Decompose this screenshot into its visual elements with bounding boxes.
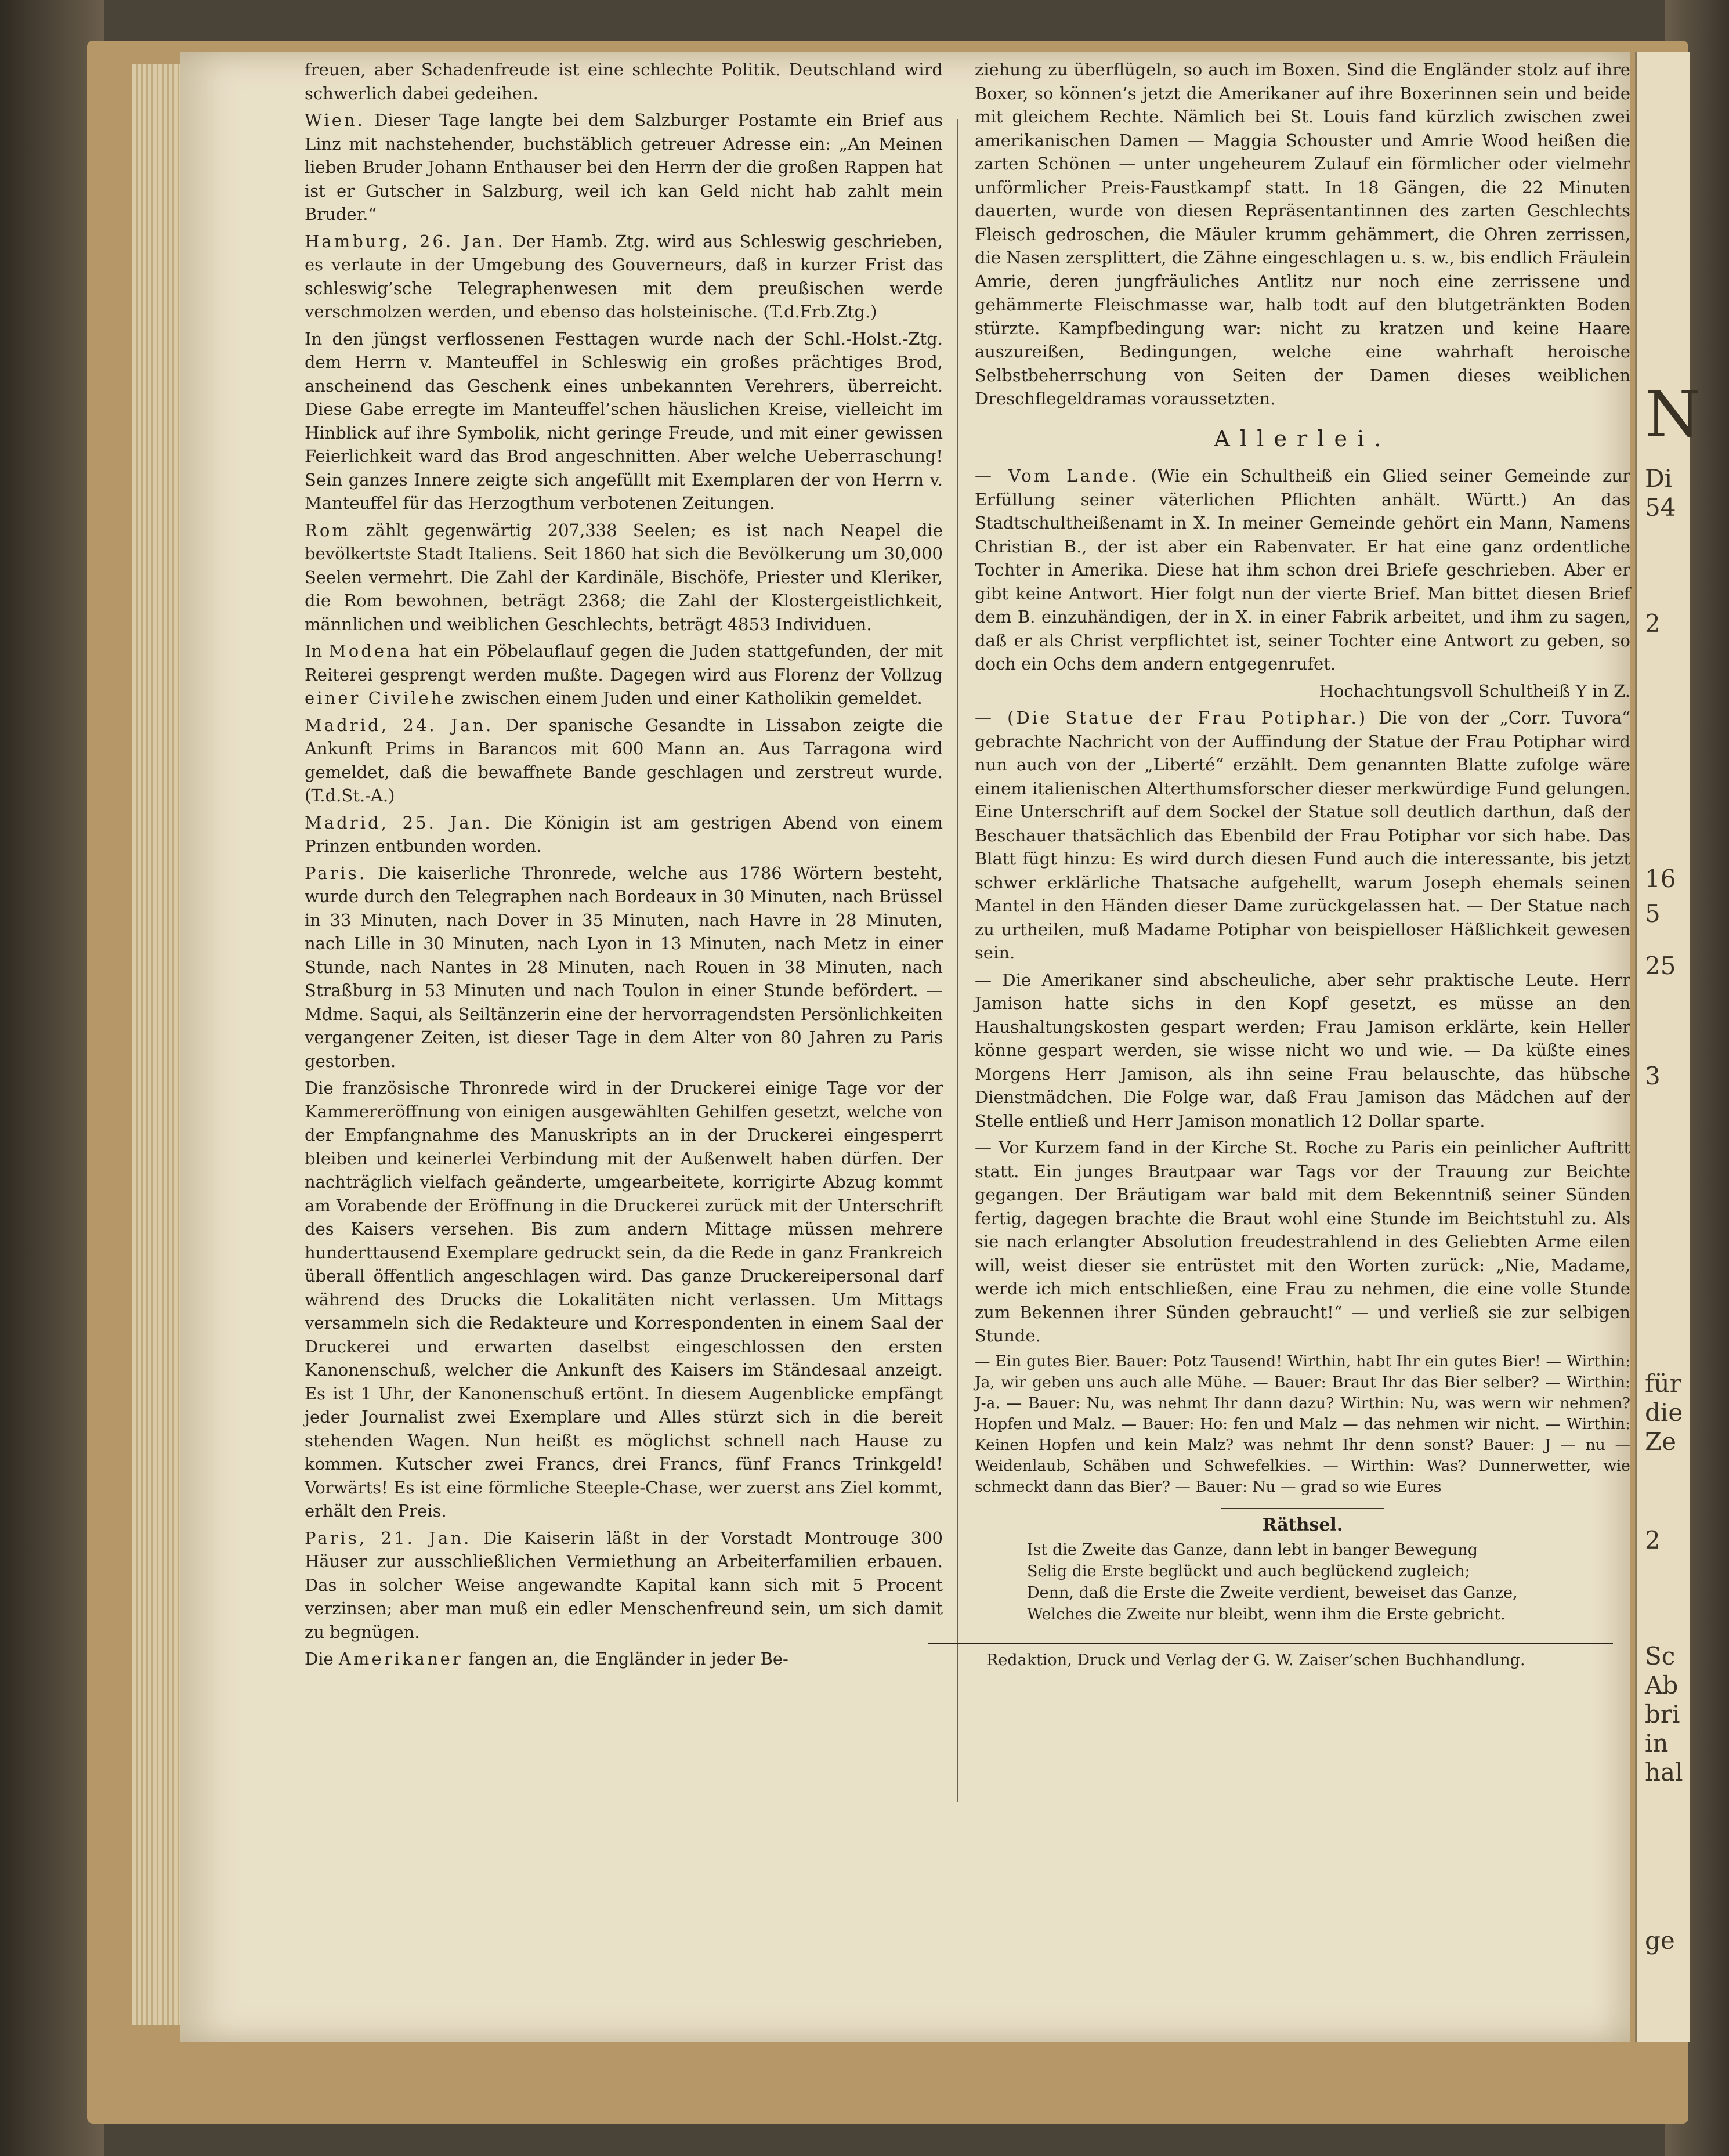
riddle-line: Denn, daß die Erste die Zweite verdient, beweiset das Ganze,: [1027, 1584, 1518, 1602]
article-paragraph: [975, 706, 1630, 965]
article-text: Die Königin ist am gestrigen Abend von einem Prinzen entbunden worden.: [305, 812, 943, 856]
article-text: fangen an, die Engländer in jeder Be-: [468, 1649, 788, 1669]
next-page-fragment: die: [1645, 1398, 1683, 1427]
page-edges: [132, 64, 185, 2025]
next-page-fragment: für: [1645, 1369, 1681, 1398]
article-text: zählt gegenwärtig 207,338 Seelen; es ist nach Neapel die bevölkertste Stadt Italiens. Seit 1860 hat sich die Bevölkerung um 30,000 Seelen vermehrt. Die Zahl der Kardinäle, Bischöfe, Priester und Kleriker, die Rom bewohnen, beträgt 2368; die Zahl der Klostergeistlichkeit, männlichen und weiblichen Geschlechts, beträgt 4853 Individuen.: [305, 520, 943, 634]
article-paragraph: [305, 230, 943, 324]
article-paragraph: [305, 1526, 943, 1644]
article-paragraph: [305, 639, 943, 710]
riddle: [975, 1539, 1630, 1625]
right-column: [975, 58, 1630, 1673]
article-text: Die kaiserliche Thronrede, welche aus 1786 Wörtern besteht, wurde durch den Telegraphen nach Bordeaux in 30 Minuten, nach Brüssel in 33 Minuten, nach Dover in 35 Minuten, nach Havre in 28 Minuten, nach Lille in 30 Minuten, nach Lyon in 13 Minuten, nach Metz in einer Stunde, nach Nantes in 28 Minuten, nach Rouen in 38 Minuten, nach Straßburg in 53 Minuten und nach Toulon in einer Stunde befördert. — Mdme. Saqui, als Seiltänzerin eine der hervorragendsten Persönlichkeiten vergangener Zeiten, ist dieser Tage in dem Alter von 80 Jahren zu Paris gestorben.: [305, 863, 943, 1071]
next-page-fragment: Ze: [1645, 1427, 1677, 1456]
next-page-fragment: Ab: [1645, 1671, 1679, 1699]
next-page-fragment: in: [1645, 1729, 1669, 1757]
dateline: Madrid, 25. Jan.: [305, 812, 493, 833]
article-paragraph: [305, 1647, 943, 1671]
dateline: Paris, 21. Jan.: [305, 1528, 472, 1548]
next-page-fragment: N: [1645, 377, 1701, 451]
article-paragraph: freuen, aber Schadenfreude ist eine schlechte Politik. Deutschland wird schwerlich dabei gedeihen.: [305, 60, 943, 103]
dialogue-block: [975, 1351, 1630, 1497]
next-page-fragment: 2: [1645, 609, 1661, 638]
column-divider: [957, 119, 958, 1802]
article-paragraph: [305, 862, 943, 1073]
next-page-edge: [1635, 52, 1701, 2042]
next-page-fragment: 5: [1645, 899, 1661, 928]
source-note: (T.d.St.-A.): [305, 786, 395, 805]
article-paragraph: Die französische Thronrede wird in der Druckerei einige Tage vor der Kammereröffnung von einigen ausgewählten Gehilfen gesetzt, welche von der Empfangnahme des Manuskripts an in der Druckerei eingesperrt bleiben und keinerlei Verbindung mit der Außenwelt haben dürfen. Der nachträglich vielfach geänderte, umgearbeitete, korrigirte Abzug kommt am Vorabende der Eröffnung in die Druckerei zurück mit der Unterschrift des Kaisers versehen. Bis zum andern Mittage müssen mehrere hunderttausend Exemplare gedruckt sein, da die Rede in ganz Frankreich überall öffentlich angeschlagen wird. Das ganze Druckereipersonal darf während des Drucks die Lokalitäten nicht verlassen. Um Mittags versammeln sich die Redakteure und Korrespondenten in einem Saal der Druckerei und erwarten daselbst eingeschlossen den ersten Kanonenschuß, welcher die Ankunft des Kaisers im Ständesaal anzeigt. Es ist 1 Uhr, der Kanonenschuß ertönt. In diesem Augenblicke empfängt jeder Journalist zwei Exemplare und Alles stürzt sich in die bereit stehenden Wagen. Nun heißt es möglichst schnell nach Hause zu kommen. Kutscher zwei Francs, drei Francs, fünf Francs Trinkgeld! Vorwärts! Es ist eine förmliche Steeple-Chase, wer zuerst ans Ziel kommt, erhält den Preis.: [305, 1078, 943, 1521]
imprint-rule: [928, 1643, 1613, 1644]
article-text: In: [305, 641, 323, 661]
emphasis: Amerikaner: [338, 1649, 463, 1669]
riddle-line: Welches die Zweite nur bleibt, wenn ihm die Erste gebricht.: [1027, 1605, 1506, 1623]
next-page-fragment: 3: [1645, 1062, 1661, 1090]
dateline: — Vom Lande.: [975, 466, 1139, 486]
article-text: hat ein Pöbelauflauf gegen die Juden stattgefunden, der mit Reiterei gesprengt werden mußte. Dagegen wird aus Florenz der Vollzug: [305, 641, 943, 685]
next-page-fragment: Sc: [1645, 1642, 1676, 1670]
article-text: Der spanische Gesandte in Lissabon zeigte die Ankunft Prims in Barancos mit 600 Mann an. Aus Tarragona wird gemeldet, daß die bewaffnete Bande geschlagen und zerstreut wurde.: [305, 715, 943, 782]
riddle-title: Räthsel.: [1262, 1514, 1343, 1535]
separator-rule: [1221, 1508, 1384, 1509]
article-text: (Wie ein Schultheiß ein Glied seiner Gemeinde zur Erfüllung seiner väterlichen Pflichten anhält. Württ.) An das Stadtschultheißenamt in X. In meiner Gemeinde gehört ein Mann, Namens Christian B., der ist aber ein Rabenvater. Er hat eine ganz ordentliche Tochter in Amerika. Diese hat ihm schon drei Briefe geschrieben. Aber er gibt keine Antwort. Hier folgt nun der vierte Brief. Man bittet diesen Brief dem B. einzuhändigen, der in X. in einer Fabrik arbeitet, und ihm zu sagen, daß er als Christ verpflichtet ist, seiner Tochter eine Antwort zu geben, so doch ein Ochs dem andern entgegenrufet.: [975, 466, 1630, 674]
article-paragraph: [305, 519, 943, 636]
emphasis: einer Civilehe: [305, 688, 457, 708]
next-page-fragment: 2: [1645, 1526, 1661, 1554]
imprint: Redaktion, Druck und Verlag der G. W. Zaiser’schen Buchhandlung.: [986, 1651, 1525, 1669]
dateline: Rom: [305, 520, 350, 540]
article-text: Dieser Tage langte bei dem Salzburger Postamte ein Brief aus Linz mit nachstehender, buchstäblich getreuer Adresse ein: „An Meinen lieben Bruder Johann Enthauser bei den Herrn der die großen Rappen hat ist er Gutscher in Salzburg, weil ich kan Geld nicht hab zahlt mein Bruder.“: [305, 110, 943, 224]
article-paragraph: — Die Amerikaner sind abscheuliche, aber sehr praktische Leute. Herr Jamison hatte sichs in den Kopf gesetzt, es müsse an den Haushaltungskosten gespart werden; Frau Jamison erklärte, kein Heller könne gespart werden, sie wisse nicht wo und wie. — Da küßte eines Morgens Herr Jamison, als ihn seine Frau belauschte, das hübsche Dienstmädchen. Die Folge war, daß Frau Jamison das Mädchen auf der Stelle entließ und Herr Jamison monatlich 12 Dollar sparte.: [975, 970, 1630, 1131]
next-page-fragment: 54: [1645, 493, 1676, 522]
source-note: (T.d.Frb.Ztg.): [763, 302, 877, 321]
article-paragraph: [305, 811, 943, 858]
dateline: Paris.: [305, 863, 367, 883]
article-paragraph: [305, 714, 943, 808]
article-text: Die: [305, 1649, 334, 1669]
article-text: Die von der „Corr. Tuvora“ gebrachte Nachricht von der Auffindung der Statue der Frau Potiphar wird nun auch von der „Liberté“ erzählt. Dem genannten Blatte zufolge wäre einem italienischen Alterthumsforscher dieser merkwürdige Fund gelungen. Eine Unterschrift auf dem Sockel der Statue soll deutlich darthun, daß der Beschauer thatsächlich das Ebenbild der Frau Potiphar vor sich habe. Das Blatt fügt hinzu: Es wird durch diesen Fund auch die interessante, bis jetzt schwer erklärliche Thatsache aufgehellt, warum Joseph ehemals seinen Mantel in den Händen dieser Dame zurückgelassen hat. — Der Statue nach zu urtheilen, muß Madame Potiphar von beispielloser Häßlichkeit gewesen sein.: [975, 708, 1630, 963]
article-paragraph: [975, 464, 1630, 676]
left-column: [305, 58, 943, 1674]
article-paragraph: ziehung zu überflügeln, so auch im Boxen. Sind die Engländer stolz auf ihre Boxer, so können’s jetzt die Amerikaner auf ihre Boxerinnen sein und beide mit gleichem Rechte. Nämlich bei St. Louis fand kürzlich zwischen zwei amerikanischen Damen — Maggia Schouster und Amrie Wood heißen die zarten Schönen — unter ungeheurem Zulauf ein förmlicher oder vielmehr unförmlicher Preis-Faustkampf statt. In 18 Gängen, die 22 Minuten dauerten, wurde von diesen Repräsentantinnen des zarten Geschlechts Fleisch gedroschen, die Mäuler krumm gehämmert, die Ohren zerrissen, die Nasen zersplittert, die Zähne eingeschlagen u. s. w., bis endlich Fräulein Amrie, deren jungfräuliches Antlitz nur noch eine zerrissene und gehämmerte Fleischmasse war, halb todt auf den blutgetränkten Boden stürzte. Kampfbedingung war: nicht zu kratzen und keine Haare auszureißen, Bedingungen, welche eine wahrhaft heroische Selbstbeherrschung von Seiten der Damen dieses weiblichen Dreschflegeldramas voraussetzten.: [975, 60, 1630, 408]
article-text: Der Hamb. Ztg. wird aus Schleswig geschrieben, es verlaute in der Umgebung des Gouverneurs, daß in kurzer Frist das schleswig’sche Telegraphenwesen mit dem preußischen werde verschmolzen werden, und ebenso das holsteinische.: [305, 231, 943, 321]
riddle-line: Ist die Zweite das Ganze, dann lebt in banger Bewegung: [1027, 1541, 1478, 1559]
next-page-fragment: bri: [1645, 1700, 1680, 1728]
dateline: Hamburg, 26. Jan.: [305, 231, 505, 251]
article-paragraph: [305, 108, 943, 226]
signature-line: Hochachtungsvoll Schultheiß Y in Z.: [1319, 681, 1630, 701]
next-page-fragment: hal: [1645, 1758, 1683, 1786]
next-page-fragment: Di: [1645, 464, 1673, 493]
next-page-fragment: ge: [1645, 1926, 1675, 1955]
article-text: Die Kaiserin läßt in der Vorstadt Montrouge 300 Häuser zur ausschließlichen Vermiethung an Arbeiterfamilien erbauen. Das in solcher Weise angewandte Kapital kann sich mit 5 Procent verzinsen; aber man muß ein edler Menschenfreund sein, um sich damit zu begnügen.: [305, 1528, 943, 1642]
article-paragraph: — Vor Kurzem fand in der Kirche St. Roche zu Paris ein peinlicher Auftritt statt. Ein junges Brautpaar war Tags vor der Trauung zur Beichte gegangen. Der Bräutigam war bald mit dem Bekenntniß seiner Sünden fertig, dagegen brachte die Braut wohl eine Stunde im Beichtstuhl zu. Als sie nach erlangter Absolution freudestrahlend in des Geliebten Arme eilen will, weist dieser sie entrüstet mit den Worten zurück: „Nie, Madame, werde ich mich entschließen, eine Frau zu nehmen, die eine volle Stunde zum Bekennen ihrer Sünden gebraucht!“ — und verließ sie zur selbigen Stunde.: [975, 1138, 1630, 1345]
dateline: Wien.: [305, 110, 365, 130]
next-page-fragment: 25: [1645, 952, 1676, 980]
dateline: — (Die Statue der Frau Potiphar.): [975, 708, 1368, 728]
article-paragraph: — Ein gutes Bier. Bauer: Potz Tausend! Wirthin, habt Ihr ein gutes Bier! — Wirthin: Ja, wir geben uns auch alle Mühe. — Bauer: Braut Ihr das Bier selber? — Wirthin: J-a. — Bauer: Nu, was nehmt Ihr dann dazu? Wirthin: Nu, was wern wir nehmen? Hopfen und Malz. — Bauer: Ho: fen und Malz — das nehmen wir nicht. — Wirthin: Keinen Hopfen und kein Malz? was nehmt Ihr denn sonst? Bauer: J — nu — Weidenlaub, Schäben und Schwefelkies. — Wirthin: Was? Dunnerwetter, wie schmeckt dann das Bier? — Bauer: Nu — grad so wie Eures: [975, 1352, 1630, 1496]
dateline: Modena: [329, 641, 413, 661]
dateline: Madrid, 24. Jan.: [305, 715, 494, 735]
riddle-line: Selig die Erste beglückt und auch beglückend zugleich;: [1027, 1562, 1470, 1580]
article-text: zwischen einem Juden und einer Katholikin gemeldet.: [461, 688, 923, 708]
next-page-fragment: 16: [1645, 864, 1676, 893]
section-heading: Allerlei.: [1214, 425, 1391, 451]
article-paragraph: In den jüngst verflossenen Festtagen wurde nach der Schl.-Holst.-Ztg. dem Herrn v. Manteuffel in Schleswig ein großes prächtiges Brod, anscheinend das Geschenk eines unbekannten Verehrers, überreicht. Diese Gabe erregte im Manteuffel’schen häuslichen Kreise, vielleicht im Hinblick auf ihre Symbolik, nicht geringe Freude, und mit einer gewissen Feierlichkeit ward das Brod angeschnitten. Aber welche Ueberraschung! Sein ganzes Innere zeigte sich angefüllt mit Exemplaren der von Herrn v. Manteuffel für das Herzogthum verbotenen Zeitungen.: [305, 328, 943, 513]
